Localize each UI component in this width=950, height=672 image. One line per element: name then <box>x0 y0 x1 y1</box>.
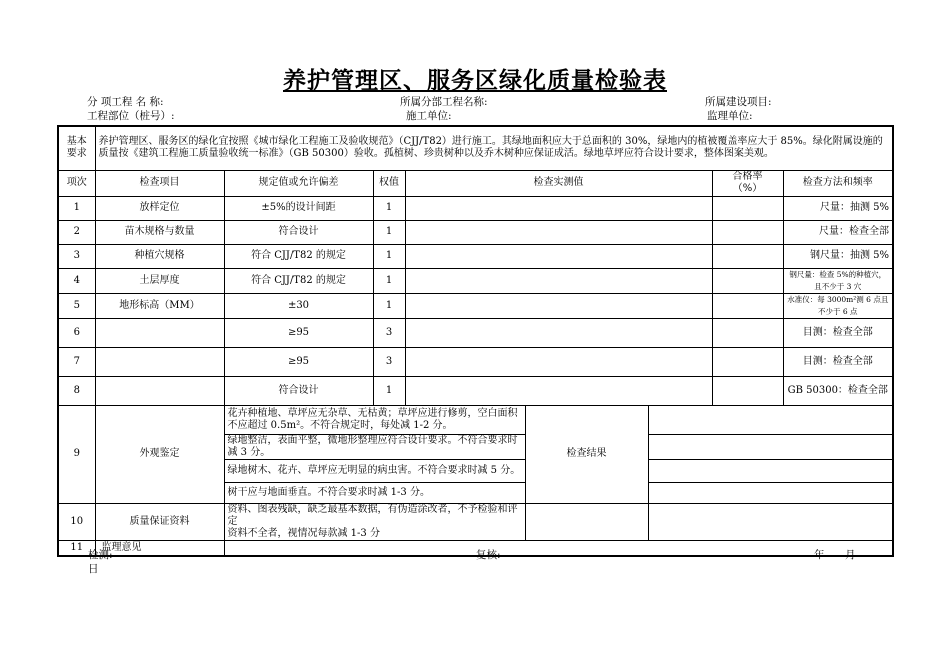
appearance-line-4: 树干应与地面垂直。不符合要求时减 1-3 分。 <box>224 482 525 503</box>
table-row <box>58 220 893 244</box>
day-label: 日 <box>88 563 99 575</box>
table-row <box>58 376 893 405</box>
supervision-item: 监理意见 <box>95 540 224 556</box>
quality-docs-row <box>58 503 893 540</box>
col-item: 检查项目 <box>95 170 224 196</box>
row-pass-rate[interactable] <box>712 268 783 293</box>
col-no: 项次 <box>58 170 95 196</box>
row-method: 水准仪：每 3000m²测 6 点且不少于 6 点 <box>783 293 893 318</box>
row-method: 钢尺量：抽测 5% <box>783 244 893 268</box>
subproject-label: 分 项工程 名 称: <box>87 96 164 108</box>
appearance-result-1[interactable] <box>648 405 893 434</box>
row-no: 3 <box>58 244 95 268</box>
supervision-no: 11 <box>58 540 95 556</box>
row-measured[interactable] <box>405 318 712 347</box>
row-item: 土层厚度 <box>95 268 224 293</box>
col-weight: 权值 <box>373 170 405 196</box>
table-row <box>58 318 893 347</box>
supervisor-label: 监理单位: <box>707 110 753 122</box>
row-pass-rate[interactable] <box>712 347 783 376</box>
row-method: 尺量：抽测 5% <box>783 196 893 220</box>
row-no: 4 <box>58 268 95 293</box>
row-pass-rate[interactable] <box>712 293 783 318</box>
row-spec: ±5%的设计间距 <box>224 196 373 220</box>
row-measured[interactable] <box>405 244 712 268</box>
row-item <box>95 347 224 376</box>
reviewer-label: 复核: <box>476 549 501 561</box>
location-label: 工程部位（桩号）: <box>87 110 175 122</box>
col-measured: 检查实测值 <box>405 170 712 196</box>
row-pass-rate[interactable] <box>712 220 783 244</box>
row-no: 1 <box>58 196 95 220</box>
appearance-result-4[interactable] <box>648 482 893 503</box>
table-row <box>58 268 893 293</box>
row-spec: ≥95 <box>224 318 373 347</box>
row-weight: 1 <box>373 244 405 268</box>
row-item: 地形标高（MM） <box>95 293 224 318</box>
basic-requirements-text: 养护管理区、服务区的绿化宜按照《城市绿化工程施工及验收规范》（CJJ/T82）进行施工。其绿地面积应大于总面积的 30%，绿地内的植被覆盖率应大于 85%。绿化附属设施的质量按《建筑工程施工质量验收统一标准》（GB 50300）验收。孤植树、珍贵树种以及乔木树种应保证成活。绿地草坪应符合设计要求，整体图案美观。 <box>95 126 893 170</box>
quality-result[interactable] <box>648 503 893 540</box>
construction-project-label: 所属建设项目: <box>705 96 772 108</box>
row-method: GB 50300：检查全部 <box>783 376 893 405</box>
table-row <box>58 293 893 318</box>
appearance-no: 9 <box>58 405 95 503</box>
appearance-result-2[interactable] <box>648 434 893 459</box>
appearance-result-3[interactable] <box>648 459 893 482</box>
col-spec: 规定值或允许偏差 <box>224 170 373 196</box>
appearance-result-label: 检查结果 <box>525 405 648 503</box>
row-measured[interactable] <box>405 268 712 293</box>
row-spec: 符合 CJJ/T82 的规定 <box>224 268 373 293</box>
row-weight: 1 <box>373 268 405 293</box>
row-spec: ≥95 <box>224 347 373 376</box>
row-item: 放样定位 <box>95 196 224 220</box>
division-label: 所属分部工程名称: <box>400 96 488 108</box>
row-pass-rate[interactable] <box>712 196 783 220</box>
row-item: 种植穴规格 <box>95 244 224 268</box>
appearance-item: 外观鉴定 <box>95 405 224 503</box>
basic-requirements-row <box>58 126 893 170</box>
supervision-opinion[interactable] <box>224 540 893 556</box>
table-row <box>58 196 893 220</box>
col-method: 检查方法和频率 <box>783 170 893 196</box>
row-pass-rate[interactable] <box>712 376 783 405</box>
month-label: 月 <box>845 549 856 561</box>
table-row <box>58 347 893 376</box>
row-weight: 3 <box>373 347 405 376</box>
row-measured[interactable] <box>405 376 712 405</box>
table-header-row <box>58 170 893 196</box>
inspector-label: 检测: <box>88 549 113 561</box>
row-weight: 3 <box>373 318 405 347</box>
row-method: 目测：检查全部 <box>783 347 893 376</box>
row-weight: 1 <box>373 220 405 244</box>
row-weight: 1 <box>373 376 405 405</box>
row-item: 苗木规格与数量 <box>95 220 224 244</box>
quality-result-merged[interactable] <box>525 503 648 540</box>
inspection-table <box>57 125 894 557</box>
row-item <box>95 318 224 347</box>
row-measured[interactable] <box>405 220 712 244</box>
col-pass-rate: 合格率 （%） <box>712 170 783 196</box>
row-weight: 1 <box>373 196 405 220</box>
row-measured[interactable] <box>405 347 712 376</box>
row-no: 6 <box>58 318 95 347</box>
page-title: 养护管理区、服务区绿化质量检验表 <box>283 67 667 94</box>
row-measured[interactable] <box>405 196 712 220</box>
appearance-line-3: 绿地树木、花卉、草坪应无明显的病虫害。不符合要求时减 5 分。 <box>224 459 525 482</box>
row-method: 尺量：检查全部 <box>783 220 893 244</box>
quality-text: 资料、图表残缺，缺乏最基本数据，有伪造涂改者，不予检验和评定 资料不全者，视情况每款减 1-3 分 <box>224 503 525 540</box>
row-spec: ±30 <box>224 293 373 318</box>
row-method: 目测：检查全部 <box>783 318 893 347</box>
row-pass-rate[interactable] <box>712 244 783 268</box>
table-row <box>58 244 893 268</box>
quality-no: 10 <box>58 503 95 540</box>
appearance-row <box>58 405 893 434</box>
row-pass-rate[interactable] <box>712 318 783 347</box>
basic-requirements-label: 基本要求 <box>58 126 95 170</box>
row-no: 8 <box>58 376 95 405</box>
contractor-label: 施工单位: <box>406 110 452 122</box>
year-label: 年 <box>814 549 825 561</box>
quality-item: 质量保证资料 <box>95 503 224 540</box>
row-weight: 1 <box>373 293 405 318</box>
row-no: 7 <box>58 347 95 376</box>
row-spec: 符合设计 <box>224 376 373 405</box>
row-spec: 符合设计 <box>224 220 373 244</box>
row-method: 钢尺量：检查 5%的种植穴，且不少于 3 穴 <box>783 268 893 293</box>
row-item <box>95 376 224 405</box>
row-no: 2 <box>58 220 95 244</box>
row-spec: 符合 CJJ/T82 的规定 <box>224 244 373 268</box>
row-no: 5 <box>58 293 95 318</box>
appearance-line-1: 花卉种植地、草坪应无杂草、无枯黄；草坪应进行修剪，空白面积不应超过 0.5m²。不符合规定时，每处减 1-2 分。 <box>224 405 525 434</box>
appearance-line-2: 绿地整洁，表面平整，微地形整理应符合设计要求。不符合要求时减 3 分。 <box>224 434 525 459</box>
row-measured[interactable] <box>405 293 712 318</box>
